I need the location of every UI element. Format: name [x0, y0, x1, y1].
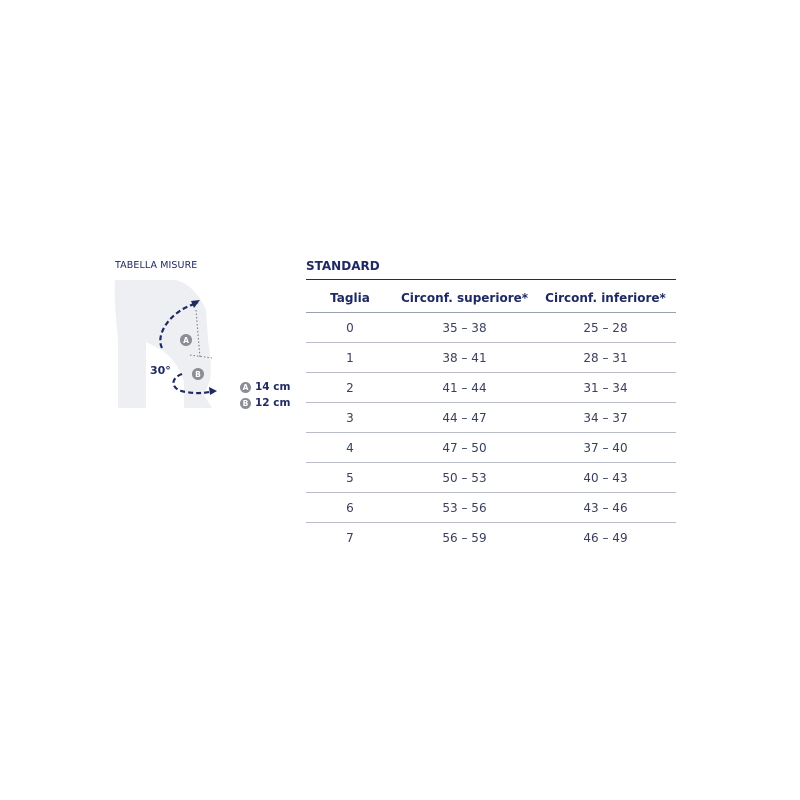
legend-value-b: 12 cm: [255, 397, 291, 409]
diagram-caption: TABELLA MISURE: [115, 260, 198, 271]
legend-badge-b: B: [240, 398, 251, 409]
measurement-legend: [240, 379, 290, 411]
table-header-row: [306, 283, 676, 313]
legend-value-a: 14 cm: [255, 381, 291, 393]
lower-arrow-head: [209, 387, 217, 395]
legend-row-b: [240, 395, 290, 411]
cell-size: 5: [306, 463, 394, 493]
table-row: [306, 463, 676, 493]
cell-size: 4: [306, 433, 394, 463]
header-upper-circumference: Circonf. superiore*: [394, 283, 535, 313]
table-row: [306, 433, 676, 463]
header-lower-circumference: Circonf. inferiore*: [535, 283, 676, 313]
header-size: Taglia: [306, 283, 394, 313]
table-title: STANDARD: [306, 259, 380, 273]
cell-size: 2: [306, 373, 394, 403]
table-row: [306, 373, 676, 403]
size-table: [306, 283, 676, 552]
cell-size: 6: [306, 493, 394, 523]
cell-upper: 38 – 41: [394, 343, 535, 373]
cell-size: 3: [306, 403, 394, 433]
cell-lower: 40 – 43: [535, 463, 676, 493]
point-a-label: A: [183, 336, 189, 345]
leg-silhouette: [115, 280, 211, 408]
point-b-label: B: [195, 370, 201, 379]
cell-upper: 35 – 38: [394, 313, 535, 343]
cell-upper: 53 – 56: [394, 493, 535, 523]
cell-upper: 50 – 53: [394, 463, 535, 493]
cell-size: 1: [306, 343, 394, 373]
leg-measurement-diagram: [100, 270, 240, 420]
cell-lower: 31 – 34: [535, 373, 676, 403]
cell-size: 7: [346, 530, 354, 545]
cell-lower: 34 – 37: [535, 403, 676, 433]
cell-upper: 47 – 50: [394, 433, 535, 463]
cell-lower: 37 – 40: [535, 433, 676, 463]
legend-badge-a: A: [240, 382, 251, 393]
table-row: [306, 313, 676, 343]
cell-lower: 28 – 31: [535, 343, 676, 373]
table-row: [306, 403, 676, 433]
cell-upper: 41 – 44: [394, 373, 535, 403]
cell-size: 0: [306, 313, 394, 343]
cell-lower: 43 – 46: [535, 493, 676, 523]
cell-upper: 56 – 59: [442, 530, 487, 545]
title-divider: [306, 279, 676, 280]
cell-lower: 25 – 28: [535, 313, 676, 343]
cell-upper: 44 – 47: [394, 403, 535, 433]
legend-row-a: [240, 379, 290, 395]
table-row: [306, 523, 676, 553]
cell-lower: 46 – 49: [583, 530, 628, 545]
table-row: [306, 493, 676, 523]
table-row: [306, 343, 676, 373]
angle-label: 30°: [150, 364, 171, 377]
